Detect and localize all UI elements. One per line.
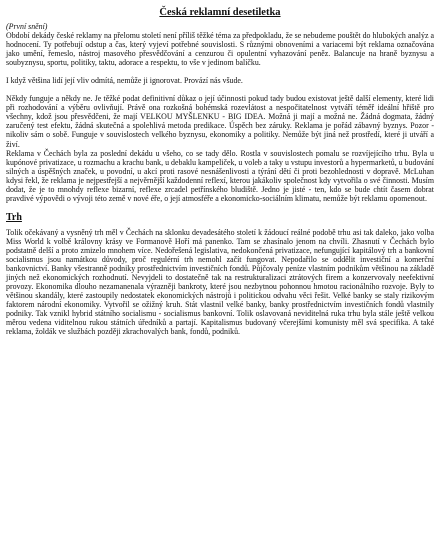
paragraph-effectiveness: Někdy funguje a někdy ne. Je těžké podat definitivní důkaz o její účinnosti pokud tady budou existovat ještě další elementy, které lidi při rozhodování a výběru ovlivňují. Právě ona rozkošná bohémská rozevlátost a nespočitatelnost vytváří téměř ideální hřiště pro všechny, kdož jsou přesvědčeni, že mají VELKOU MYŠLENKU - BIG IDEA. Možná ji mají a možná ne. Žádná dogmata, žádný zaručený test efektu, žádná skutečná a spolehlivá metoda predikace. Úspěch bez záruky. Reklama je pořád zábavný byznys. Pozor - nikoliv sám o sobě. Funguje v souvislostech velkého byznysu, ekonomiky a politiky. Nemůže být jiná než prostředí, které ji utváří a živí.: [6, 94, 434, 149]
section-heading-trh: Trh: [6, 211, 22, 223]
document-title: Česká reklamní desetiletka: [159, 7, 281, 18]
paragraph-market: Tolik očekávaný a vysněný trh měl v Čechách na sklonku devadesátého století k žádoucí reálné podobě trhu asi tak daleko, jako volba Miss World k volbě královny krásy ve Formanově Hoří má panenko. Tam se zhasínalo jenom na chvíli. Zhasnutí v Čechách bylo podstatně delší a proto zmizelo mnohem více. Nedořešená legislativa, nedokončená privatizace, nefungující kapitálový trh a bankovní socialismus jsou namátkou důvody, proč regulérní trh nemohl začít fungovat. Nepodařilo se oddělit investiční a komerční bankovnictví. Banky všestranně podniky prostřednictvím investičních fondů. Půjčovaly peníze vlastním podnikům většinou na základě jiných než ekonomických rozhodnutí. Nevyjdeli to dostatečně tak na restrukturalizaci ztrátových firem a konzervovaly neefektivní provozy. Ekonomika dlouho nezamanenala výrazněji bankroty, které jsou nezbytnou pohonnou hmotou racionálního rozvoje. Byly to většinou skandály, které zastoupily nedostatek ekonomických nástrojů i politickou odvahu věci řešit. Velké banky se staly rizikovým faktorem národní ekonomiky. Vytvořil se ožižný kruh. Stát vlastnil velké banky, banky prostřednictvím investičních fondů vlastnily podniky. Tak vznikl hybrid státního socialismu - socialismus bankovní. Tolik oslavovaná neviditelná ruka trhu byla stále ještě velkou měrou vedena viditelnou rukou státních úředníků a partají. Kapitalismus budovaný včerejšími komunisty měl svá specifika. A také reklama, žoldák ve službách později zkrachovalých bank, fondů, podniků.: [6, 227, 434, 337]
document-subtitle: (První snění): [6, 22, 48, 31]
paragraph-czech-advertising: Reklama v Čechách byla za poslední dekádu u všeho, co se tady dělo. Rostla v souvislostech pomalu se rozvíjejícího trhu. Byla u kupónové privatizace, u rozmachu a krachu bank, u debaklu kampeliček, u voleb a taky u vstupu investorů a hypermarketů, u budování silných a úspěšných značek, u povodní, u akcí proti rasové nesnášenlivosti a týrání dětí či proti bezohlednosti v dopravě. McLuhan kdysi řekl, že reklama je nejpestřejší a nejvěrnější každodenní reflexí, kterou jakákoliv společnost kdy vytvořila o své činnosti. Musím dodat, že je to mnohdy reflexe bizarní, reflexe zrcadel petřínského bludiště. Jedno je jisté - ten, kdo se bude chtít časem dobrat pravdivé výpovědi o vývoji této země v nové éře, o její atmosféře a ekonomicko-sociálním klimatu, nemůže být reklamu opomenout.: [6, 148, 434, 203]
paragraph-influence: I když většina lidí její vliv odmítá, nemůže ji ignorovat. Provází nás všude.: [6, 76, 243, 86]
paragraph-intro: Období dekády české reklamy na přelomu století není příliš těžké téma za předpokladu, že se nebudeme pouštět do hlubokých analýz a hodnocení. Ty potřebují odstup a čas, který vyjeví potřebné souvislosti. S různými obnoveními a variacemi být reklama označována jako umění, řemeslo, nástroj masového přesvědčování a cenzurou či opulentní vyhazování peněz. Balancuje na hraně byznysu a soubyznysu, sportu, politiky, taktu, adorace a respektu, to vše v jedinom balíčku.: [6, 31, 434, 68]
